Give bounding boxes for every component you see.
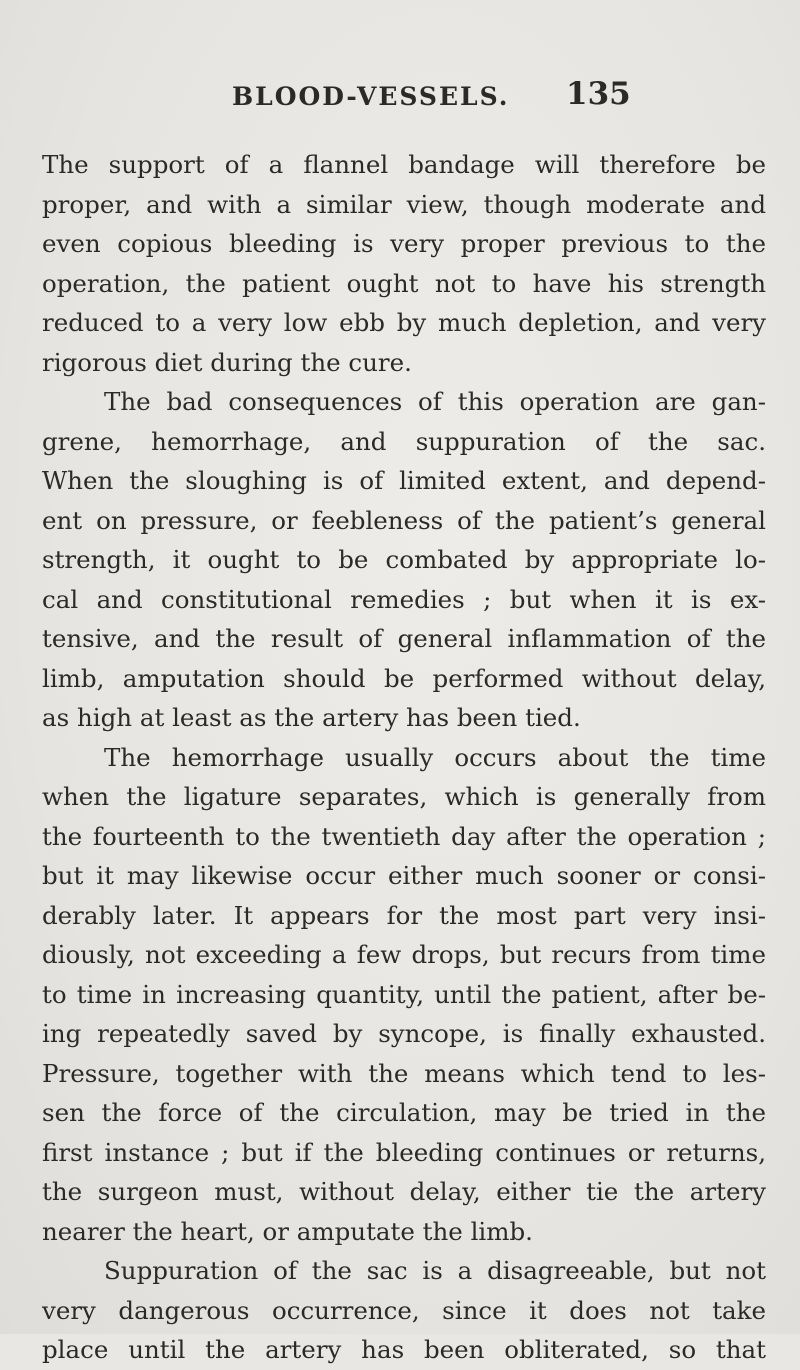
text-line: Pressure, together with the means which tend to les- xyxy=(42,1058,766,1088)
text-line: as high at least as the artery has been tied. xyxy=(42,703,581,732)
text-line: grene, hemorrhage, and suppuration of the sac. xyxy=(42,426,766,456)
text-line: reduced to a very low ebb by much depletion, and very xyxy=(42,308,766,337)
text-line: The support of a flannel bandage will therefore be xyxy=(42,150,766,179)
text-line: rigorous diet during the cure. xyxy=(42,347,412,377)
text-line: place until the artery has been obliterated, so that xyxy=(42,1335,766,1364)
text-line: When the sloughing is of limited extent, and depend- xyxy=(42,466,766,495)
text-line: when the ligature separates, which is generally from xyxy=(42,782,766,811)
text-line: proper, and with a similar view, though moderate and xyxy=(42,189,766,219)
running-head: BLOOD-VESSELS. xyxy=(232,82,510,111)
text-line: diously, not exceeding a few drops, but recurs from time xyxy=(42,940,766,969)
text-line: operation, the patient ought not to have his strength xyxy=(42,268,766,298)
text-line: limb, amputation should be performed without delay, xyxy=(42,663,766,693)
text-line: tensive, and the result of general inflammation of the xyxy=(42,624,766,653)
text-line: nearer the heart, or amputate the limb. xyxy=(42,1216,533,1246)
text-line: ing repeatedly saved by syncope, is finally exhausted. xyxy=(42,1019,766,1048)
text-line: even copious bleeding is very proper previous to the xyxy=(42,229,766,258)
text-line: first instance ; but if the bleeding continues or returns, xyxy=(42,1137,766,1167)
text-line: cal and constitutional remedies ; but when it is ex- xyxy=(42,584,766,614)
text-line: but it may likewise occur either much sooner or consi- xyxy=(42,861,766,890)
text-line: ent on pressure, or feebleness of the patient’s general xyxy=(42,505,766,535)
text-line: The hemorrhage usually occurs about the time xyxy=(104,742,766,772)
page-header xyxy=(0,76,800,116)
text-line: The bad consequences of this operation are gan- xyxy=(104,387,766,416)
body-text xyxy=(42,145,766,1370)
text-line: the surgeon must, without delay, either tie the artery xyxy=(42,1177,766,1206)
text-line: sen the force of the circulation, may be tried in the xyxy=(42,1098,766,1127)
text-line: derably later. It appears for the most part very insi- xyxy=(42,900,766,930)
page-number: 135 xyxy=(566,76,631,112)
text-line: Suppuration of the sac is a disagreeable, but not xyxy=(104,1256,766,1285)
text-line: to time in increasing quantity, until the patient, after be- xyxy=(42,979,766,1009)
text-line: very dangerous occurrence, since it does not take xyxy=(42,1295,766,1325)
text-line: strength, it ought to be combated by appropriate lo- xyxy=(42,545,766,574)
text-line: the fourteenth to the twentieth day after the operation ; xyxy=(42,821,766,851)
